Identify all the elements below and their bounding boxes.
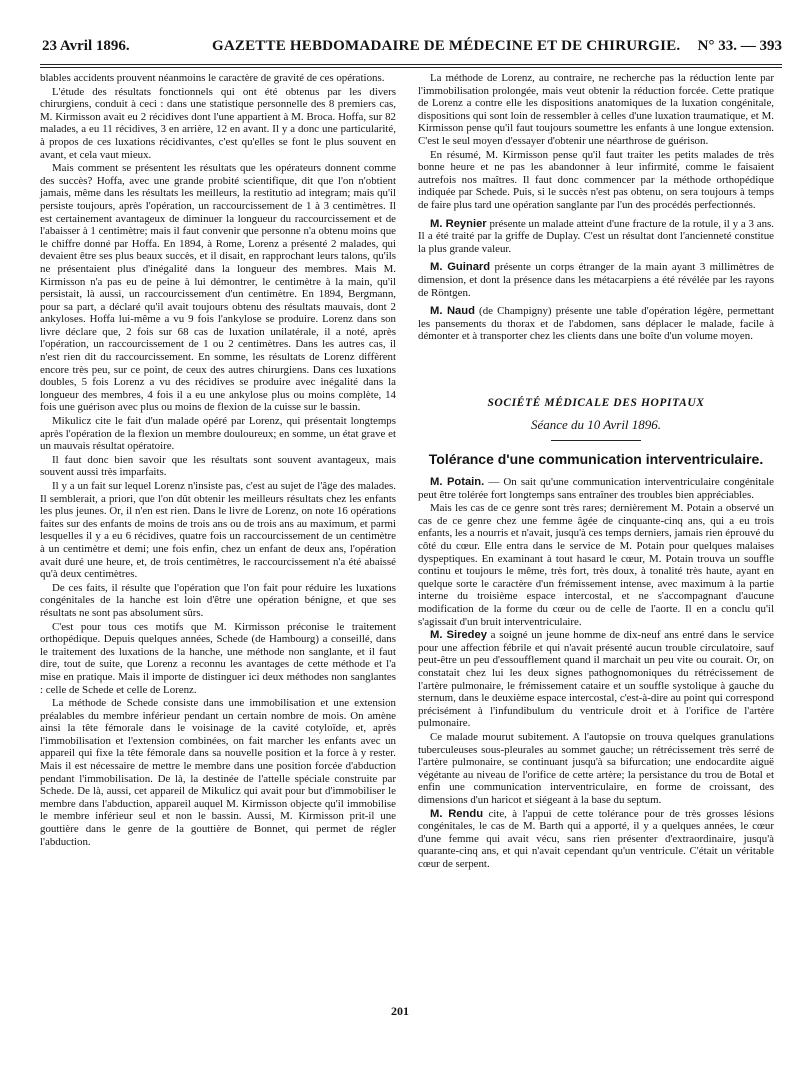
left-column: [40, 72, 396, 848]
header-issue-page: N° 33. — 393: [697, 38, 782, 54]
society-heading: SOCIÉTÉ MÉDICALE DES HOPITAUX: [487, 396, 705, 409]
header-rule: [40, 64, 782, 65]
paragraph-rendu: [418, 808, 774, 871]
paragraph: La méthode de Schede consiste dans une immobilisation et une extension préalables du membre inférieur pendant un certain nombre de mois. On amène ainsi la tête fémorale dans le voisinage de la cavité cotyloïde, et, après l'immobilisation et l'extension combinées, on fait marcher les enfants avec un appareil qui fixe la tête fémorale dans sa nouvelle position et la force à y rester. Mais il est nécessaire de mettre le membre dans une position forcée d'abduction pendant l'immobilisation. De là, la destinée de l'attelle spéciale construite par Schede. De là, aussi, cet appareil de Mikulicz qui avait pour but d'immobiliser le membre dans l'abduction, appareil auquel M. Kirmisson objecte qu'il immobilise le membre inférieur seul et non le bassin. Aussi, M. Kirmisson prit-il une gouttière dans le genre de la gouttière de Bonnet, qui permet de régler l'abduction.: [40, 697, 396, 848]
paragraph: Il y a un fait sur lequel Lorenz n'insiste pas, c'est au sujet de l'âge des malades. Il semblerait, a priori, que l'on dût obtenir les meilleurs résultats chez les enfants les plus jeunes. Or, il n'en est rien. Dans le livre de Lorenz, on note 16 opérations faites sur des enfants de moins de trois ans ou de trois ans au maximum, et parmi lesquelles il y a eu 6 récidives, quatre fois un raccourcissement de un centimètre à un centimètre et demi; une fois enfin, chez un enfant de deux ans, l'opération avait duré une heure, et, de trois centimètres, le raccourcissement n'a été abaissé qu'à deux centimètres.: [40, 480, 396, 581]
speaker-name: M. Potain.: [430, 476, 485, 489]
paragraph: La méthode de Lorenz, au contraire, ne recherche pas la réduction lente par l'immobilisation prolongée, mais veut obtenir la réduction forcée. Cette pratique de Lorenz a contre elle les dispositions anatomiques de la luxation congénitale, dispositions qui sont loin de ressembler à celles d'une luxation traumatique, et M. Kirmisson pense qu'il faut toujours soumettre les enfants à une longue extension. C'est le seul moyen d'essayer d'obtenir une néarthrose de guérison.: [418, 72, 774, 147]
paragraph-naud: [418, 305, 774, 343]
session-date: Séance du 10 Avril 1896.: [530, 417, 662, 433]
paragraph-text: (de Champigny) présente une table d'opération légère, permettant les pansements du thorax et de l'abdomen, sans déplacer le malade, facile à démonter et à transporter chez les clients dans une boîte d'un volume moyen.: [418, 305, 774, 343]
page-number: 201: [391, 1004, 409, 1018]
running-header: [40, 38, 782, 60]
paragraph: Ce malade mourut subitement. A l'autopsie on trouva quelques granulations tuberculeuses sous-pleurales au sommet gauche; un rétrécissement très serré de l'artère pulmonaire, se continuant jusqu'à sa bifurcation; une endocardite aiguë végétante au niveau de l'orifice de cette artère; la persistance du trou de Botal et enfin une communication interventriculaire, en forme de croissant, des dimensions d'un haricot et siégeant à la base du septum.: [418, 730, 774, 806]
paragraph-text: — On sait qu'une communication interventriculaire congénitale peut être tolérée fort longtemps sans entraîner des troubles bien appréciables.: [418, 476, 774, 501]
header-date: 23 Avril 1896.: [42, 38, 130, 54]
paragraph: En résumé, M. Kirmisson pense qu'il faut traiter les petits malades de très bonne heure et ne pas les abandonner à leur infirmité, comme le faisaient autrefois nos maîtres. Il faut donc commencer par la méthode orthopédique indiquée par Schede. Puis, si le succès n'est pas obtenu, on sera toujours à temps de faire plus tard une opération sanglante par l'un des procédés perfectionnés.: [418, 148, 774, 211]
paragraph: blables accidents prouvent néanmoins le caractère de gravité de ces opérations.: [40, 72, 385, 84]
paragraph-siredey: [418, 629, 774, 730]
speaker-name: M. Rendu: [430, 807, 484, 820]
paragraph: L'étude des résultats fonctionnels qui ont été obtenus par les divers chirurgiens, conduit à ceci : dans une statistique personnelle des 8 premiers cas, M. Kirmisson avait eu 2 récidives dont l'une appartient à M. Broca. Hoffa, sur 82 malades, a eu 11 récidives, 3 en arrière, 12 en avant. Il y a donc une particularité, à propos de ces luxations récidivantes, c'est qu'elles se font le plus souvent en avant, et cela vaut mieux.: [40, 85, 396, 161]
article-title: Tolérance d'une communication interventriculaire.: [428, 451, 764, 468]
paragraph-text: cite, à l'appui de cette tolérance pour de très grosses lésions congénitales, le cas de M. Barth qui a apporté, il y a quelques années, le cœur d'une femme qui avait vécu, sans rien présenter d'extraordinaire, jusqu'à quarante-cinq ans, et qui n'avait cependant qu'un ventricule. C'était un véritable cœur de serpent.: [418, 807, 774, 870]
speaker-name: M. Naud: [430, 305, 475, 318]
paragraph-text: présente un malade atteint d'une fracture de la rotule, il y a 3 ans. Il a été traité par la griffe de Duplay. C'est un résultat dont l'ancienneté constitue la plus grande valeur.: [418, 217, 775, 255]
speaker-name: M. Siredey: [430, 629, 487, 642]
paragraph-text: a soigné un jeune homme de dix-neuf ans entré dans le service pour une affection fébrile et qui n'avait présenté aucun trouble circulatoire, sauf peut-être un peu d'essoufflement quand il marchait un peu vite ou courait. Or, on constatait chez lui les deux signes pathognomoniques du rétrécissement de l'artère pulmonaire, le frémissement cataire et un souffle systolique à gauche du sternum, dans le deuxième espace intercostal, c'est-à-dire au point qui correspond précisément à l'infundibulum du ventricule droit et à l'orifice de l'artère pulmonaire.: [418, 629, 774, 730]
speaker-name: M. Reynier: [430, 217, 487, 230]
paragraph: Mikulicz cite le fait d'un malade opéré par Lorenz, qui présentait longtemps après l'opération de la flexion un membre douloureux; en somme, un état grave et un mauvais résultat opératoire.: [40, 415, 396, 453]
header-journal-title: GAZETTE HEBDOMADAIRE DE MÉDECINE ET DE CHIRURGIE.: [212, 38, 681, 54]
right-column: [418, 72, 774, 870]
paragraph: Mais les cas de ce genre sont très rares; dernièrement M. Potain a observé un cas de ce genre chez une femme âgée de cinquante-cinq ans, qui a eu trois enfants, les a nourris et n'avait, jusqu'à ces temps derniers, jamais rien éprouvé du côté du cœur. Elle entra dans le service de M. Potain pour quelques malaises dyspeptiques. En examinant à tout hasard le cœur, M. Potain trouva un souffle continu et toujours le même, très fort, très doux, à tonalité très haute, ayant en quelque sorte le caractère d'un frémissement intense, avec maximum à la partie interne du troisième espace intercostal, et ne s'accompagnant d'aucune modification de la forme du cœur ou de celle de l'aorte. Il en a conclu qu'il s'agissait d'un bruit interventriculaire.: [418, 502, 774, 628]
paragraph: Il faut donc bien savoir que les résultats sont souvent avantageux, mais souvent aussi très imparfaits.: [40, 453, 396, 479]
paragraph: De ces faits, il résulte que l'opération que l'on fait pour réduire les luxations congénitales de la hanche est loin d'être une opération bénigne, et que ses résultats ne sont pas absolument sûrs.: [40, 581, 396, 619]
header-rule-double: [40, 67, 782, 68]
paragraph-potain: [418, 476, 774, 501]
paragraph: Mais comment se présentent les résultats que les opérateurs donnent comme des succès? Hoffa, avec une grande probité scientifique, dit que l'on n'obtient jamais, même dans les résultats les meilleurs, la restitutio ad integram; mais qu'il persiste toujours, après l'opération, un raccourcissement de 1 à 3 centimètres. Il est certainement avantageux de diminuer la longueur du raccourcissement et de l'abaisser à 1 centimètre; mais il faut convenir que personne n'a obtenu moins que le chiffre donné par Hoffa. En 1894, à Rome, Lorenz a présenté 2 malades, qui devaient être ses plus beaux succès, et il disait, en rapprochant leurs talons, qu'ils ne présentaient plus d'inégalité dans la longueur des membres. Mais M. Kirmisson n'a pas eu de peine à lui démontrer, le centimètre à la main, qu'il persistait, là aussi, un raccourcissement d'un centimètre. En 1894, Bergmann, pour sa part, a déclaré qu'il avait toujours obtenu des résultats mauvais, dont 2 ankyloses. Hoffa lui-même a vu 9 fois l'ankylose se produire. Lorenz dans son livre déclare que, 2 fois sur 68 cas de luxation unilatérale, il a noté, après l'opération, un raccourcissement de 1 ou 2 centimètres. Dans les autres cas, il n'est rien dit du raccourcissement. En somme, les résultats de Lorenz diffèrent encore très peu, sur ce point, de ceux des autres chirurgiens. Dans ces luxations doubles, 5 fois Lorenz a vu des récidives se produire avec inégalité dans la longueur des membres, 4 fois il a eu une ankylose plus ou moins complète, 14 fois une guérison avec plus ou moins de flexion de la cuisse sur le bassin.: [40, 162, 396, 414]
paragraph-reynier: [418, 218, 774, 256]
section-divider: [551, 440, 641, 441]
speaker-name: M. Guinard: [430, 261, 491, 274]
paragraph-text: présente un corps étranger de la main ayant 3 millimètres de dimension, et dont la présence dans les métacarpiens a été révélée par les rayons de Röntgen.: [418, 261, 774, 299]
paragraph-guinard: [418, 261, 774, 299]
paragraph: C'est pour tous ces motifs que M. Kirmisson préconise le traitement orthopédique. Depuis quelques années, Schede (de Hambourg) a conseillé, dans le traitement des luxations de la hanche, une méthode non sanglante, et il faut dire, tout de suite, que Lorenz a reconnu les avantages de cette méthode et l'a mise en pratique. Mais il importe de distinguer ici deux méthodes non sanglantes : celle de Schede et celle de Lorenz.: [40, 620, 396, 696]
